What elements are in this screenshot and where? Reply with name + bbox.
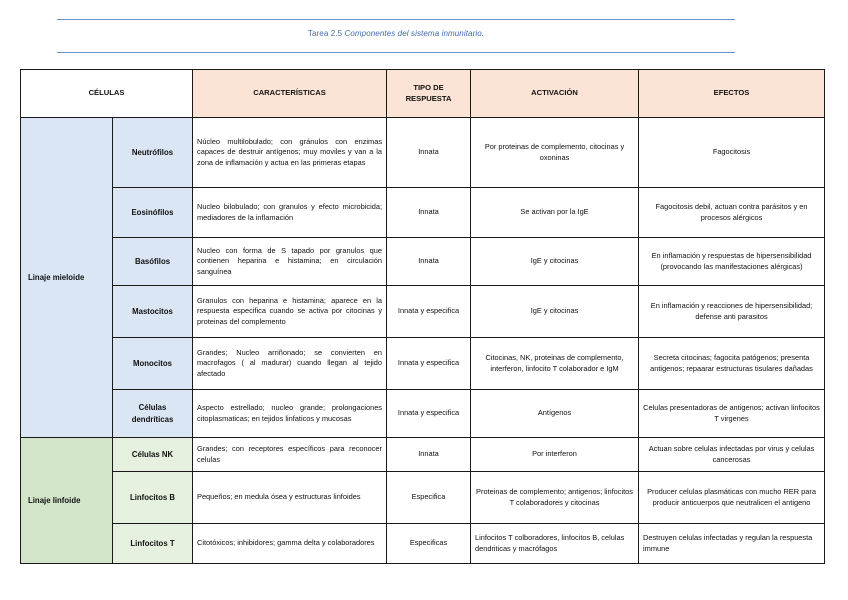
caption-prefix: Tarea 2.5 (307, 29, 343, 38)
cell-effects: En inflamación y reacciones de hipersensibilidad; defense anti parasitos (639, 286, 825, 338)
cell-activation: Proteinas de complemento; antigenos; linfocitos T colaboradores y citocinas (471, 472, 639, 524)
cell-response: Innata (387, 188, 471, 238)
cell-effects: Actuan sobre celulas infectadas por virus y celulas cancerosas (639, 438, 825, 472)
table-row (21, 286, 825, 338)
cell-effects: En inflamación y respuestas de hipersensibilidad (provocando las manifestaciones alérgicas) (639, 238, 825, 286)
immune-system-table (20, 69, 825, 564)
cell-response: Innata (387, 438, 471, 472)
cell-activation: Antígenos (471, 390, 639, 438)
header-activation: ACTIVACIÓN (471, 70, 639, 118)
cell-response: Especifica (387, 472, 471, 524)
header-response-type: TIPO DE RESPUESTA (387, 70, 471, 118)
cell-name: Basófilos (113, 238, 193, 286)
cell-response: Especificas (387, 524, 471, 564)
header-cells: CÉLULAS (21, 70, 193, 118)
cell-characteristics: Pequeños; en medula ósea y estructuras linfoides (193, 472, 387, 524)
table-row (21, 188, 825, 238)
caption-title: Componentes del sistema inmunitario. (344, 29, 485, 38)
cell-name: Mastocitos (113, 286, 193, 338)
cell-name: Linfocitos T (113, 524, 193, 564)
cell-characteristics: Núcleo multilobulado; con gránulos con enzimas capaces de destruir antígenos; muy moviles y van a la zona de inflamación y actua en las primeras etapas (193, 118, 387, 188)
cell-characteristics: Granulos con heparina e histamina; aparece en la respuesta especifica cuando se activa por citocinas y proteinas del complemento (193, 286, 387, 338)
cell-effects: Secreta citocinas; fagocita patógenos; presenta antigenos; repaarar estructuras tisulares dañadas (639, 338, 825, 390)
group-linaje-linfoide: Linaje linfoide (21, 438, 113, 564)
cell-characteristics: Citotóxicos; inhibidores; gamma delta y colaboradores (193, 524, 387, 564)
cell-effects: Producer celulas plasmáticas con mucho RER para producir anticuerpos que neutralicen el antigeno (639, 472, 825, 524)
cell-name: Monocitos (113, 338, 193, 390)
cell-activation: Por proteinas de complemento, citocinas y oxoninas (471, 118, 639, 188)
cell-name: Linfocitos B (113, 472, 193, 524)
table-caption (57, 29, 735, 38)
table-row (21, 524, 825, 564)
cell-activation: Por interferon (471, 438, 639, 472)
cell-response: Innata (387, 238, 471, 286)
table-row (21, 118, 825, 188)
header-row (21, 70, 825, 118)
cell-activation: IgE y citocinas (471, 238, 639, 286)
cell-response: Innata y especifica (387, 390, 471, 438)
table-row (21, 338, 825, 390)
cell-response: Innata y especifica (387, 286, 471, 338)
cell-characteristics: Grandes; Nucleo arriñonado; se convierten en macrofagos ( al madurar) cuando llegan al tejido afectado (193, 338, 387, 390)
header-characteristics: CARACTERÍSTICAS (193, 70, 387, 118)
cell-activation: Citocinas, NK, proteinas de complemento, interferon, linfocito T colaborador e IgM (471, 338, 639, 390)
cell-effects: Destruyen celulas infectadas y regulan la respuesta immune (639, 524, 825, 564)
cell-name: Neutrófilos (113, 118, 193, 188)
cell-name: Eosinófilos (113, 188, 193, 238)
cell-characteristics: Aspecto estrellado; nucleo grande; prolongaciones citoplasmaticas; en tejidos linfaticos y mucosas (193, 390, 387, 438)
cell-response: Innata y especifica (387, 338, 471, 390)
cell-effects: Fagocitosis (639, 118, 825, 188)
cell-characteristics: Nucleo con forma de S tapado por granulos que contienen heparina e histamina; en circulación sanguínea (193, 238, 387, 286)
cell-activation: Linfocitos T colboradores, linfocitos B, celulas dendriticas y macrófagos (471, 524, 639, 564)
cell-name: Células NK (113, 438, 193, 472)
group-linaje-mieloide: Linaje mieloide (21, 118, 113, 438)
cell-effects: Fagocitosis debil, actuan contra parásitos y en procesos alérgicos (639, 188, 825, 238)
cell-characteristics: Nucleo bilobulado; con granulos y efecto microbicida; mediadores de la inflamación (193, 188, 387, 238)
cell-characteristics: Grandes; con receptores específicos para reconocer celulas (193, 438, 387, 472)
cell-activation: Se activan por la IgE (471, 188, 639, 238)
header-effects: EFECTOS (639, 70, 825, 118)
table-row (21, 438, 825, 472)
caption-bottom-rule (57, 52, 735, 53)
cell-activation: IgE y citocinas (471, 286, 639, 338)
table-row (21, 390, 825, 438)
cell-response: Innata (387, 118, 471, 188)
caption-top-rule (57, 19, 735, 20)
table-row (21, 472, 825, 524)
table-row (21, 238, 825, 286)
cell-effects: Celulas presentadoras de antigenos; activan linfocitos T virgenes (639, 390, 825, 438)
cell-name: Células dendríticas (113, 390, 193, 438)
